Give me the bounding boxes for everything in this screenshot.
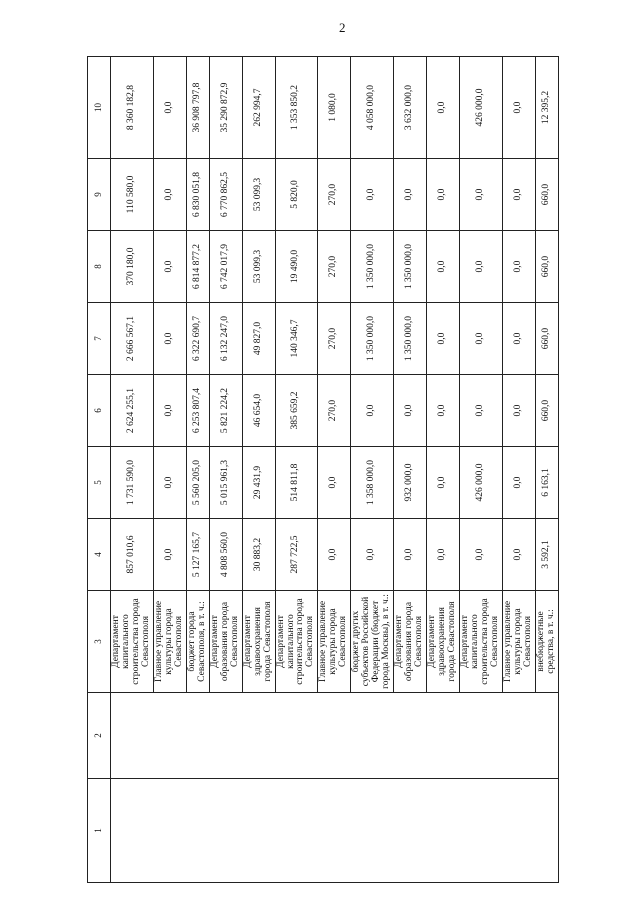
value-cell: 5 560 205,0 <box>186 447 209 519</box>
value-cell: 0,0 <box>502 447 535 519</box>
value-cell: 12 395,2 <box>535 57 558 159</box>
row-label: Главное управление культуры города Севастополя <box>502 591 535 693</box>
budget-table <box>87 56 559 883</box>
row-label: бюджет других субъектов Российской Федерации (бюджет города Москвы), в т. ч.: <box>351 591 394 693</box>
value-cell: 29 431,9 <box>242 447 275 519</box>
value-cell: 0,0 <box>502 303 535 375</box>
value-cell: 0,0 <box>351 375 394 447</box>
value-cell: 3 632 000,0 <box>394 57 427 159</box>
value-cell: 3 592,1 <box>535 519 558 591</box>
table-body <box>88 57 559 883</box>
rotated-table-container <box>87 57 556 883</box>
value-cell: 6 132 247,0 <box>209 303 242 375</box>
value-cell: 53 099,3 <box>242 231 275 303</box>
value-cell: 514 811,8 <box>275 447 318 519</box>
value-cell: 426 000,0 <box>460 447 503 519</box>
value-cell: 0,0 <box>318 519 351 591</box>
row-label: внебюджетные средства, в т. ч.: <box>535 591 558 693</box>
value-cell: 270,0 <box>318 375 351 447</box>
value-cell: 0,0 <box>427 447 460 519</box>
value-cell: 1 358 000,0 <box>351 447 394 519</box>
value-cell: 1 350 000,0 <box>394 303 427 375</box>
col-header-10: 10 <box>88 57 111 159</box>
value-cell: 0,0 <box>460 303 503 375</box>
value-cell: 6 742 017,9 <box>209 231 242 303</box>
merged-cell-col-2 <box>111 693 559 779</box>
value-cell: 1 353 850,2 <box>275 57 318 159</box>
value-cell: 262 994,7 <box>242 57 275 159</box>
value-cell: 0,0 <box>153 303 186 375</box>
value-cell: 660,0 <box>535 375 558 447</box>
value-cell: 1 350 000,0 <box>351 303 394 375</box>
value-cell: 5 015 961,3 <box>209 447 242 519</box>
value-cell: 4 058 000,0 <box>351 57 394 159</box>
value-cell: 0,0 <box>427 57 460 159</box>
value-cell: 0,0 <box>427 159 460 231</box>
row-label: Департамент капитального строительства города Севастополя <box>111 591 154 693</box>
header-row <box>88 57 111 883</box>
value-cell: 270,0 <box>318 159 351 231</box>
value-cell: 270,0 <box>318 303 351 375</box>
value-cell: 0,0 <box>153 447 186 519</box>
value-cell: 1 350 000,0 <box>351 231 394 303</box>
value-cell: 6 253 807,4 <box>186 375 209 447</box>
value-cell: 0,0 <box>460 375 503 447</box>
value-cell: 6 322 690,7 <box>186 303 209 375</box>
rotated-table <box>87 57 556 883</box>
value-cell: 0,0 <box>502 231 535 303</box>
value-cell: 0,0 <box>502 57 535 159</box>
page-number: 2 <box>339 20 346 35</box>
col-header-3: 3 <box>88 591 111 693</box>
value-cell: 660,0 <box>535 231 558 303</box>
row-label: Департамент здравоохранения города Севастополя <box>427 591 460 693</box>
row-label: Департамент капитального строительства города Севастополя <box>275 591 318 693</box>
value-cell: 0,0 <box>502 159 535 231</box>
value-cell: 6 814 877,2 <box>186 231 209 303</box>
value-cell: 0,0 <box>502 519 535 591</box>
col-header-9: 9 <box>88 159 111 231</box>
value-cell: 19 490,0 <box>275 231 318 303</box>
value-cell: 0,0 <box>153 57 186 159</box>
row-label: Департамент образования города Севастополя <box>394 591 427 693</box>
value-cell: 6 830 051,8 <box>186 159 209 231</box>
value-cell: 0,0 <box>394 375 427 447</box>
value-cell: 270,0 <box>318 231 351 303</box>
value-cell: 385 659,2 <box>275 375 318 447</box>
value-cell: 6 163,1 <box>535 447 558 519</box>
value-cell: 110 580,0 <box>111 159 154 231</box>
value-cell: 30 883,2 <box>242 519 275 591</box>
col-header-2: 2 <box>88 693 111 779</box>
value-cell: 0,0 <box>394 519 427 591</box>
value-cell: 426 000,0 <box>460 57 503 159</box>
value-cell: 4 808 560,0 <box>209 519 242 591</box>
value-cell: 0,0 <box>153 375 186 447</box>
value-cell: 0,0 <box>351 519 394 591</box>
value-cell: 46 654,0 <box>242 375 275 447</box>
col-header-1: 1 <box>88 779 111 883</box>
value-cell: 49 827,0 <box>242 303 275 375</box>
value-cell: 5 821 224,2 <box>209 375 242 447</box>
value-cell: 0,0 <box>460 519 503 591</box>
row-label: Главное управление культуры города Севастополя <box>153 591 186 693</box>
col-header-4: 4 <box>88 519 111 591</box>
value-cell: 0,0 <box>153 159 186 231</box>
row-label: Главное управление культуры города Севастополя <box>318 591 351 693</box>
value-cell: 2 624 255,1 <box>111 375 154 447</box>
row-label: Департамент капитального строительства города Севастополя <box>460 591 503 693</box>
value-cell: 1 731 590,0 <box>111 447 154 519</box>
row-label: бюджет города Севастополя, в т. ч.: <box>186 591 209 693</box>
value-cell: 53 099,3 <box>242 159 275 231</box>
value-cell: 857 010,6 <box>111 519 154 591</box>
value-cell: 0,0 <box>460 231 503 303</box>
value-cell: 2 666 567,1 <box>111 303 154 375</box>
value-cell: 36 908 797,8 <box>186 57 209 159</box>
value-cell: 287 722,5 <box>275 519 318 591</box>
value-cell: 1 350 000,0 <box>394 231 427 303</box>
value-cell: 660,0 <box>535 303 558 375</box>
value-cell: 0,0 <box>427 519 460 591</box>
value-cell: 0,0 <box>153 519 186 591</box>
value-cell: 140 346,7 <box>275 303 318 375</box>
row-label: Департамент образования города Севастополя <box>209 591 242 693</box>
row-label: Департамент здравоохранения города Севастополя <box>242 591 275 693</box>
value-cell: 0,0 <box>351 159 394 231</box>
value-cell: 0,0 <box>153 231 186 303</box>
table-row <box>111 57 154 883</box>
col-header-7: 7 <box>88 303 111 375</box>
value-cell: 0,0 <box>427 375 460 447</box>
value-cell: 35 290 872,9 <box>209 57 242 159</box>
value-cell: 0,0 <box>427 303 460 375</box>
value-cell: 0,0 <box>427 231 460 303</box>
value-cell: 0,0 <box>460 159 503 231</box>
value-cell: 6 770 862,5 <box>209 159 242 231</box>
merged-cell-col-1 <box>111 779 559 883</box>
col-header-8: 8 <box>88 231 111 303</box>
value-cell: 1 080,0 <box>318 57 351 159</box>
col-header-5: 5 <box>88 447 111 519</box>
value-cell: 8 360 182,8 <box>111 57 154 159</box>
value-cell: 0,0 <box>318 447 351 519</box>
value-cell: 0,0 <box>394 159 427 231</box>
value-cell: 0,0 <box>502 375 535 447</box>
col-header-6: 6 <box>88 375 111 447</box>
value-cell: 660,0 <box>535 159 558 231</box>
value-cell: 5 127 165,7 <box>186 519 209 591</box>
value-cell: 932 000,0 <box>394 447 427 519</box>
value-cell: 5 820,0 <box>275 159 318 231</box>
value-cell: 370 180,0 <box>111 231 154 303</box>
